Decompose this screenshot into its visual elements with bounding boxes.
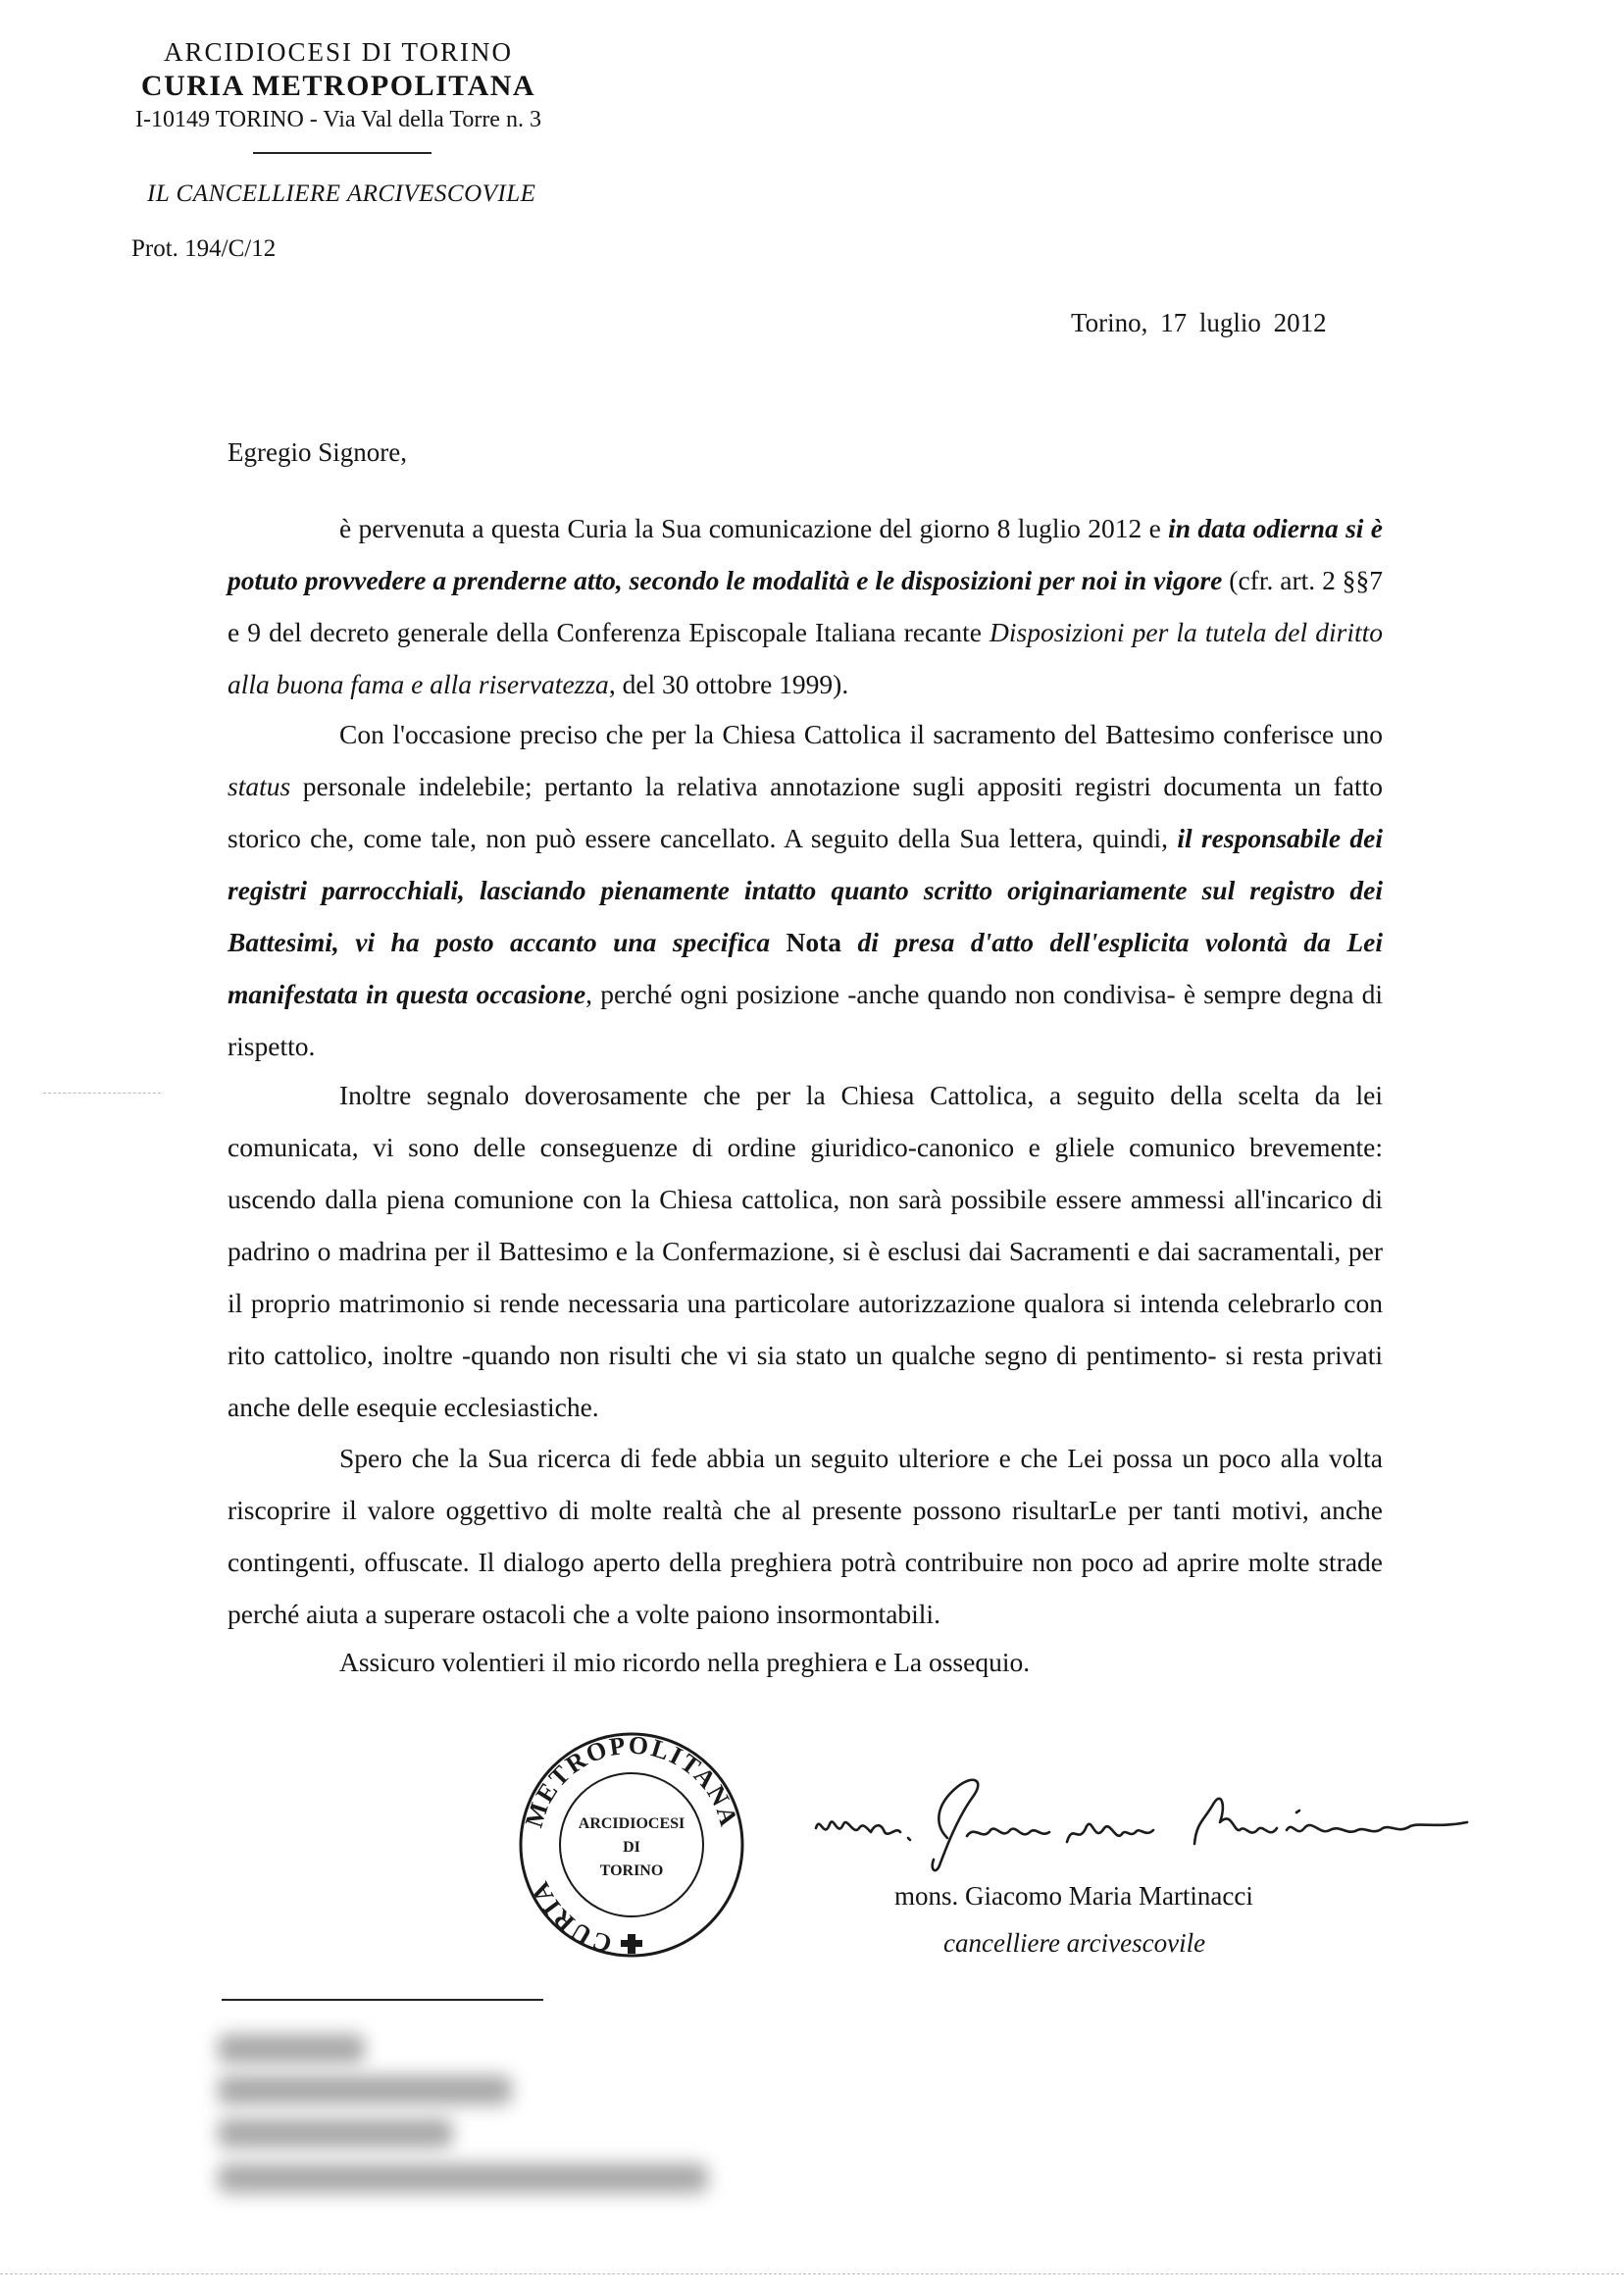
svg-text:CURIA [525,1876,615,1959]
seal-ring-text: METROPOLITANA [519,1730,744,1831]
seal-cross-icon [621,1934,642,1954]
p2-text-3: personale indelebile; pertanto la relativa annotazione sugli appositi registri documenta un fatto storico che, come tale, non può essere cancellato. A seguito della Sua lettera, quindi, [228,771,1383,853]
paragraph-1 [228,502,1383,710]
p2-text-1: Con l'occasione preciso che per la Chiesa Cattolica il sacramento del Battesimo conferisce uno [339,719,1383,749]
p2-text-7: , perché ogni posizione -anche quando non condivisa- è sempre degna di rispetto. [228,979,1384,1061]
p1-emphasis: in data odierna si è potuto provvedere a prenderne atto, secondo le modalità e le disposizioni per noi in vigore [228,513,1384,595]
p2-emphasis: il responsabile dei registri parrocchiali, lasciando pienamente intatto quanto scritto originariamente sul registro dei Battesimi, vi ha posto accanto una specifica [228,823,1383,957]
redacted-line [218,2075,512,2105]
letterhead-address: I-10149 TORINO - Via Val della Torre n. 3 [135,107,541,132]
letterhead [108,35,569,135]
redacted-line [218,2118,453,2148]
p2-status: status [228,771,291,801]
p1-text-3: (cfr. art. 2 §§7 e 9 del decreto generale della Conferenza Episcopale Italiana recante [228,565,1383,647]
footer-divider [222,1999,543,2001]
letterhead-archdiocese: ARCIDIOCESI DI TORINO [163,37,513,67]
page-edge-line [0,2273,1624,2274]
signer-title: cancelliere arcivescovile [943,1928,1206,1958]
protocol-number: Prot. 194/C/12 [131,235,277,262]
paragraph-4: Spero che la Sua ricerca di fede abbia un seguito ulteriore e che Lei possa un poco alla volta riscoprire il valore oggettivo di molte realtà che al presente possono risultarLe per tanti motivi, anche contingenti, offuscate. Il dialogo aperto della preghiera potrà contribuire non poco ad aprire molte strade perché aiuta a superare ostacoli che a volte paiono insormontabili. [228,1443,1383,1629]
seal-center-line-3: TORINO [599,1862,664,1879]
letterhead-curia: CURIA METROPOLITANA [140,70,536,102]
signer-name: mons. Giacomo Maria Martinacci [894,1881,1253,1911]
closing-line: Assicuro volentieri il mio ricordo nella preghiera e La ossequio. [339,1647,1031,1677]
scan-artifact [43,1093,161,1094]
p1-text-5: , del 30 ottobre 1999). [608,669,849,699]
redacted-line [218,2034,365,2064]
p1-text-1: è pervenuta a questa Curia la Sua comunicazione del giorno 8 luglio 2012 e [339,513,1169,543]
redacted-line [218,2164,708,2193]
paragraph-2 [228,708,1383,1072]
handwritten-signature [810,1767,1479,1885]
paragraph-3: Inoltre segnalo doverosamente che per la Chiesa Cattolica, a seguito della scelta da lei comunicata, vi sono delle conseguenze di ordine giuridico-canonico e gliele comunico brevemente: uscendo dalla piena comunione con la Chiesa cattolica, non sarà possibile essere ammessi all'incarico di padrino o madrina per il Battesimo e la Confermazione, si è esclusi dai Sacramenti e dai sacramentali, per il proprio matrimonio si rende necessaria una particolare autorizzazione qualora si intenda celebrarlo con rito cattolico, inoltre -quando non risulti che vi sia stato un qualche segno di pentimento- si resta privati anche delle esequie ecclesiastiche. [228,1080,1383,1422]
seal-center-line-1: ARCIDIOCESI [578,1815,685,1832]
salutation: Egregio Signore, [228,437,407,467]
letter-date: Torino, 17 luglio 2012 [1071,308,1327,337]
archdiocese-seal [517,1730,746,1960]
redacted-recipient-address [212,2026,726,2209]
letterhead-divider [253,152,431,154]
seal-ring-text-2: CURIA [525,1875,616,1959]
p2-nota: Nota [786,927,842,957]
office-title: IL CANCELLIERE ARCIVESCOVILE [147,180,536,207]
p2-emphasis-2: di presa d'atto dell'esplicita volontà da Lei manifestata in questa occasione [228,927,1383,1009]
p1-decree-title: Disposizioni per la tutela del diritto alla buona fama e alla riservatezza [228,617,1383,699]
seal-center-line-2: DI [623,1839,640,1856]
